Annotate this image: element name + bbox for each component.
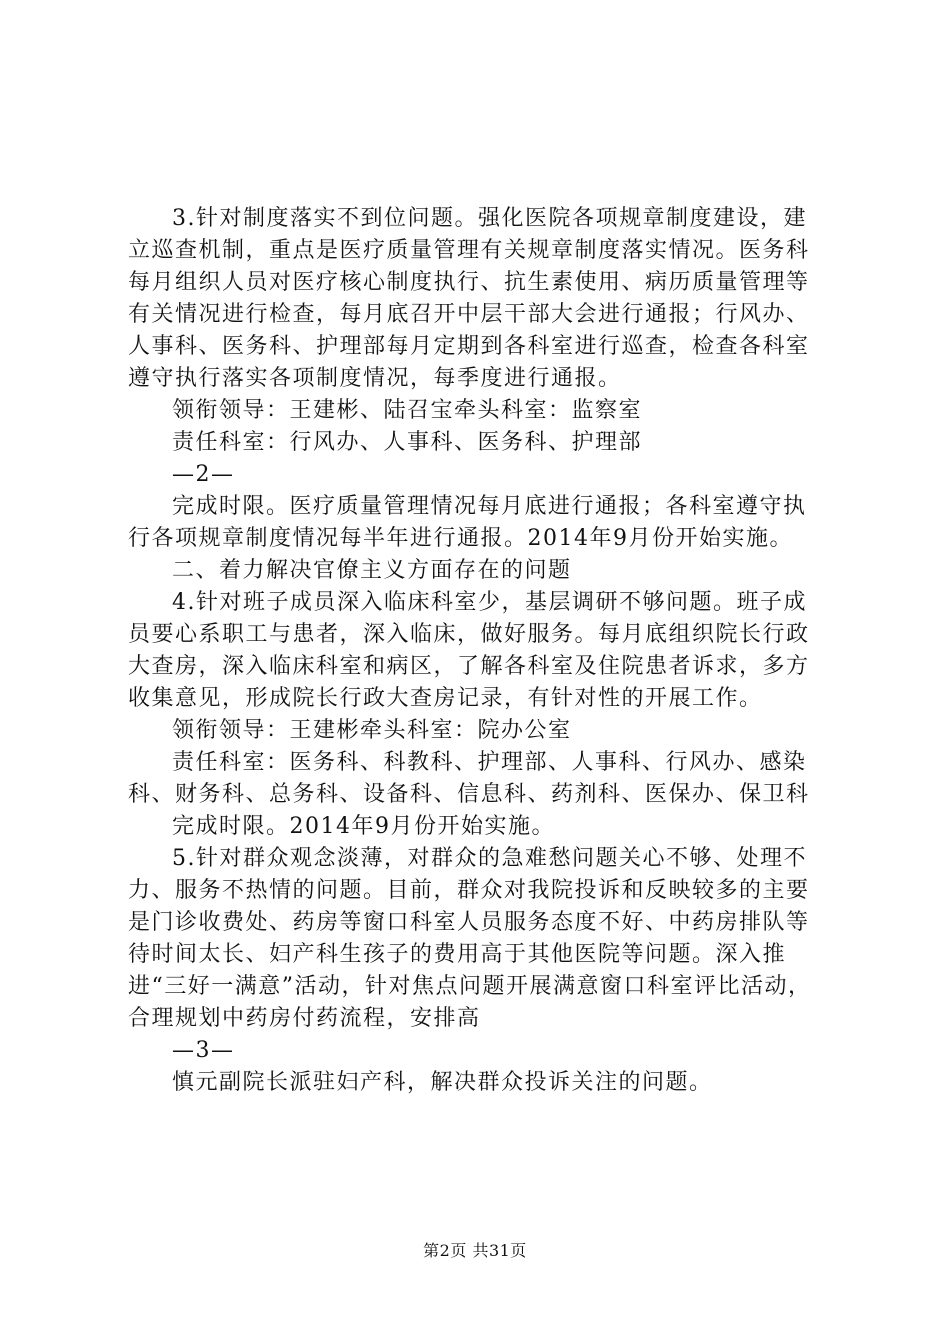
paragraph-item-4: 4.针对班子成员深入临床科室少，基层调研不够问题。班子成员要心系职工与患者，深入临床，做好服务。每月底组织院长行政大查房，深入临床科室和病区，了解各科室及住院患者诉求，多方收集意见，形成院长行政大查房记录，有针对性的开展工作。	[128, 590, 810, 711]
deadline-paragraph: 完成时限。医疗质量管理情况每月底进行通报；各科室遵守执行各项规章制度情况每半年进行通报。2014年9月份开始实施。	[128, 494, 807, 551]
paragraph-continuation: 慎元副院长派驻妇产科，解决群众投诉关注的问题。	[172, 1070, 713, 1095]
document-body	[128, 203, 828, 1099]
paragraph-item-3: 3.针对制度落实不到位问题。强化医院各项规章制度建设，建立巡查机制，重点是医疗质量管理有关规章制度落实情况。医务科每月组织人员对医疗核心制度执行、抗生素使用、病历质量管理等有关情况进行检查，每月底召开中层干部大会进行通报；行风办、人事科、医务科、护理部每月定期到各科室进行巡查，检查各科室遵守执行落实各项制度情况，每季度进行通报。	[128, 206, 810, 391]
page-separator: —2—	[172, 462, 235, 487]
responsible-dept-line: 责任科室：医务科、科教科、护理部、人事科、行风办、感染科、财务科、总务科、设备科、信息科、药剂科、医保办、保卫科	[128, 750, 810, 807]
lead-leader-line: 领衔领导：王建彬牵头科室：院办公室	[172, 718, 572, 743]
section-heading: 二、着力解决官僚主义方面存在的问题	[172, 558, 572, 583]
page-separator: —3—	[172, 1038, 235, 1063]
lead-leader-line: 领衔领导：王建彬、陆召宝牵头科室：监察室	[172, 398, 643, 423]
deadline-paragraph: 完成时限。2014年9月份开始实施。	[172, 814, 555, 839]
paragraph-item-5: 5.针对群众观念淡薄，对群众的急难愁问题关心不够、处理不力、服务不热情的问题。目前，群众对我院投诉和反映较多的主要是门诊收费处、药房等窗口科室人员服务态度不好、中药房排队等待时间太长、妇产科生孩子的费用高于其他医院等问题。深入推进“三好一满意”活动，针对焦点问题开展满意窗口科室评比活动，合理规划中药房付药流程，安排高	[128, 846, 812, 1031]
responsible-dept-line: 责任科室：行风办、人事科、医务科、护理部	[172, 430, 643, 455]
page-number-footer: 第2页 共31页	[423, 1241, 527, 1260]
